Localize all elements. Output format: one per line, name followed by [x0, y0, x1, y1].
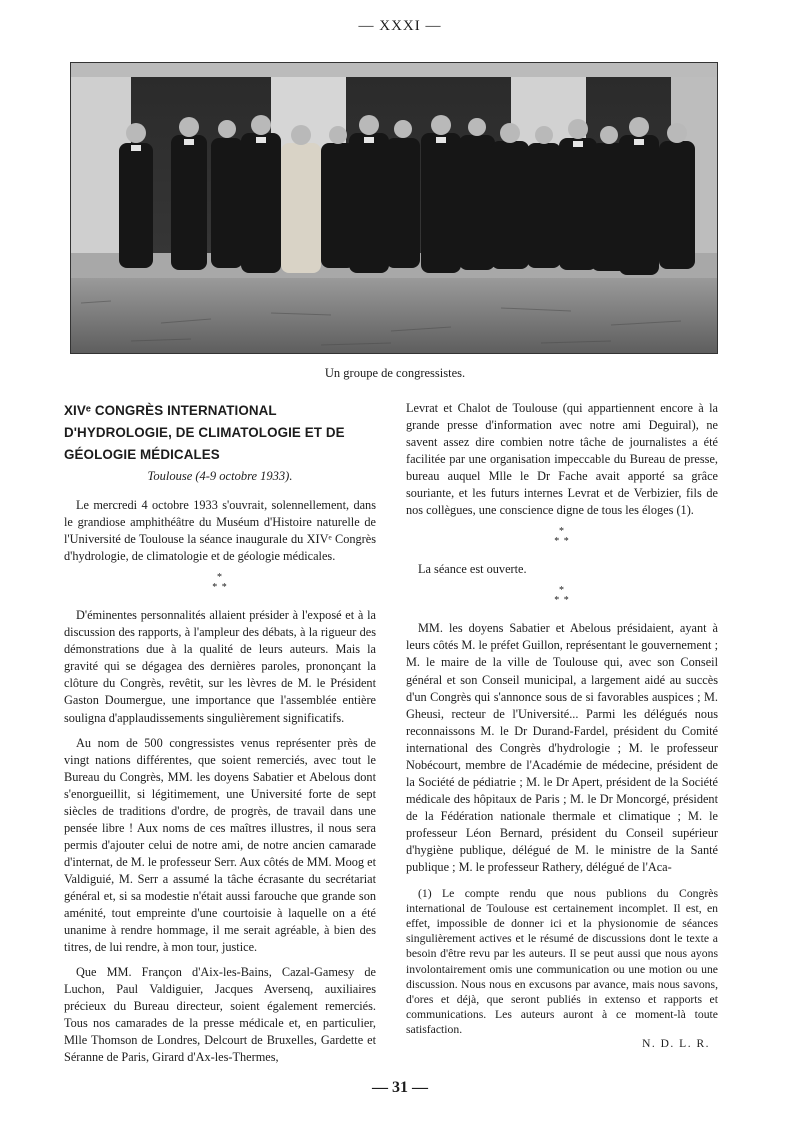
section-separator-asterism: * * * — [554, 526, 570, 548]
article-subtitle: Toulouse (4-9 octobre 1933). — [147, 469, 293, 483]
footnote — [406, 886, 718, 1052]
paragraph-thanks-bureau: Au nom de 500 congressistes venus représenter près de vingt nations différentes, que soient remerciés, avec tout le Bureau du Congrès, MM. les doyens Sabatier et Abelous dont s'enorgueillit, si légitimement, une Université forte de sept siècles de traditions d'ordre, de progrès, de travail dans une pensée libre ! Aux noms de ces maîtres illustres, il nous sera permis d'ajouter celui de notre ami, de notre ancien camarade d'internat, de M. le professeur Serr. Aux côtés de MM. Moog et Valdiguié, M. Serr a assumé la tâche écrasante du secrétariat général et, si sa modestie n'était aussi farouche que grande son aménité, tout empreinte d'une courtoisie à laquelle on a été unanime à rendre hommage, il me serait agréable, à bien des titres, de lui rendre, à mon tour, justice. — [64, 735, 376, 955]
footnote-text: (1) Le compte rendu que nous publions du Congrès international de Toulouse est certainement incomplet. Il est, en effet, impossible de donner ici et la physionomie de séances singulièrement actives et le résumé de discussions dont le texte a besoin d'être revu par les auteurs. Il se peut aussi que nous ayons involontairement omis une communication ou une motion ou une discussion. Nous nous en excusons par avance, mais nous savons, d'ores et déjà, que seront publiés in extenso et rapports et communications. Les auteurs auront à ce moment-là toute satisfaction. — [406, 887, 718, 1036]
paragraph-thanks-press: Que MM. Françon d'Aix-les-Bains, Cazal-Gamesy de Luchon, Paul Valdiguier, Jacques Aversenq, auxiliaires précieux du Bureau directeur, soient également remerciés. Tous nos camarades de la presse médicale et, en particulier, Mlle Thomson de Londres, Delcourt de Bruxelles, Gardette et Séranne de Paris, Girard d'Ax-les-Thermes, — [64, 965, 376, 1065]
section-separator-asterism: * * * — [212, 572, 228, 594]
section-separator-asterism: * * * — [554, 585, 570, 607]
paragraph-opening: Le mercredi 4 octobre 1933 s'ouvrait, solennellement, dans le grandiose amphithéâtre du Muséum d'Histoire naturelle de l'Université de Toulouse la séance inaugurale du XIVᵉ Congrès d'hydrologie, de climatologie et de géologie médicales. — [64, 498, 376, 564]
paragraph-personalities: D'éminentes personnalités allaient présider à l'exposé et à la discussion des rapports, à l'ampleur des débats, à la rigueur des démonstrations due à la qualité de leurs auteurs. Mais la gravité qui se dégagea des dernières paroles, prononçant la clôture du Congrès, revêtit, sur les lèvres de M. le Président Gaston Doumergue, une importance que l'assemblée entière souligna d'applaudissements singulièrement significatifs. — [64, 608, 376, 725]
paragraph-session-open: La séance est ouverte. — [418, 562, 527, 577]
page-header-roman-number: — XXXI — — [358, 18, 442, 34]
paragraph-delegates: MM. les doyens Sabatier et Abelous présidaient, ayant à leurs côtés M. le préfet Guillon, représentant le gouvernement ; M. le maire de la ville de Toulouse qui, avec son Conseil général et son Conseil municipal, a largement aidé au succès d'un Congrès qui s'annonce sous de si favorables auspices ; M. Gheusi, recteur de l'Université... Parmi les délégués nous reconnaissons M. le Dr Durand-Fardel, président du Comité international des Congrès d'hydrologie ; M. le professeur Nobécourt, membre de l'Académie de médecine, président de la Société de pédiatrie ; M. le Dr Apert, président de la Société médicale des hôpitaux de Paris ; M. le Dr Moncorgé, président de la Fédération nationale thermale et climatique ; M. le professeur Léon Bernard, président du Conseil supérieur d'hygiène publique, délégué de M. le ministre de la Santé publique ; M. le professeur Rathery, délégué de l'Aca- — [406, 621, 718, 875]
footnote-signature: N. D. L. R. — [642, 1038, 710, 1051]
article-title: XIVᵉ CONGRÈS INTERNATIONAL D'HYDROLOGIE, DE CLIMATOLOGIE ET DE GÉOLOGIE MÉDICALES — [64, 403, 345, 462]
page-number: — 31 — — [372, 1079, 428, 1096]
right-column — [406, 400, 718, 1052]
group-photograph — [70, 62, 718, 354]
photo-caption: Un groupe de congressistes. — [324, 366, 466, 380]
paragraph-press-continued: Levrat et Chalot de Toulouse (qui appartiennent encore à la grande presse d'information avec notre ami Deguiral), ne savent assez dire combien notre tâche de journalistes a été facilitée par une organisation impeccable du Bureau de presse, bureau auquel Mlle le Dr Fache avait apporté sa grâce souriante, et les futurs internes Levrat et de Verbizier, fils de nos collègues, une conscience digne de tous les éloges (1). — [406, 401, 718, 518]
left-column — [64, 400, 376, 1066]
